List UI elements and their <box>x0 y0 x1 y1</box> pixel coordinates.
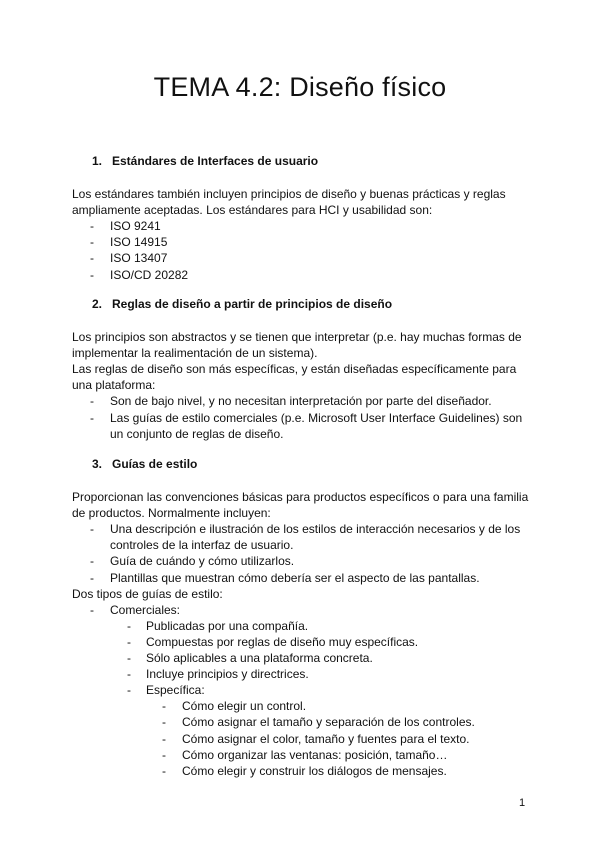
bullet-dash: - <box>90 251 94 266</box>
list-item: - Sólo aplicables a una plataforma concreta. <box>127 651 373 666</box>
paragraph: Dos tipos de guías de estilo: <box>72 586 223 601</box>
list-item: - Cómo asignar el tamaño y separación de los controles. <box>162 715 475 730</box>
list-item: - Guía de cuándo y cómo utilizarlos. <box>90 554 295 569</box>
page-title: TEMA 4.2: Diseño físico <box>153 72 447 102</box>
list-item: - ISO/CD 20282 <box>90 267 189 282</box>
bullet-dash: - <box>90 522 94 537</box>
paragraph: Los estándares también incluyen principios de diseño y buenas prácticas y reglas ampliamente aceptadas. Los estándares para HCI y usabilidad son: <box>72 187 506 218</box>
section-heading <box>92 153 532 169</box>
bullet-dash: - <box>90 410 94 425</box>
bullet-dash: - <box>162 763 166 778</box>
section-heading-text: Estándares de Interfaces de usuario <box>112 154 319 168</box>
bullet-dash: - <box>162 731 166 746</box>
bullet-dash: - <box>162 747 166 762</box>
section-style-guides <box>72 456 532 779</box>
bullet-dash: - <box>127 634 131 649</box>
section-heading <box>92 296 532 312</box>
section-number: 1. <box>92 154 103 168</box>
section-standards <box>72 153 532 283</box>
page-number: 1 <box>519 797 526 809</box>
bullet-list <box>72 602 532 779</box>
list-item: - ISO 14915 <box>90 235 168 250</box>
bullet-list <box>72 521 532 585</box>
list-item: - Publicadas por una compañía. <box>127 618 309 633</box>
bullet-dash: - <box>162 715 166 730</box>
bullet-dash: - <box>162 699 166 714</box>
section-design-rules <box>72 296 532 442</box>
section-number: 3. <box>92 457 103 471</box>
list-item: - Plantillas que muestran cómo debería ser el aspecto de las pantallas. <box>90 570 480 585</box>
section-number: 2. <box>92 297 103 311</box>
paragraph: Los principios son abstractos y se tienen que interpretar (p.e. hay muchas formas de implementar la realimentación de un sistema). <box>72 330 522 361</box>
bullet-dash: - <box>90 394 94 409</box>
bullet-dash: - <box>127 651 131 666</box>
bullet-dash: - <box>90 570 94 585</box>
bullet-dash: - <box>90 554 94 569</box>
list-item: - Cómo asignar el color, tamaño y fuentes para el texto. <box>162 731 470 746</box>
list-item: - Específica: <box>127 683 205 698</box>
list-item: - Cómo elegir un control. <box>162 699 307 714</box>
bullet-list <box>72 393 532 441</box>
list-item: - Son de bajo nivel, y no necesitan interpretación por parte del diseñador. <box>90 394 492 409</box>
list-item: - Cómo organizar las ventanas: posición, tamaño… <box>162 747 448 762</box>
list-item: - Las guías de estilo comerciales (p.e. Microsoft User Interface Guidelines) son un conjunto de reglas de diseño. <box>90 410 523 441</box>
bullet-dash: - <box>127 618 131 633</box>
bullet-dash: - <box>127 667 131 682</box>
list-item: - Cómo elegir y construir los diálogos de mensajes. <box>162 763 447 778</box>
bullet-list <box>72 218 532 282</box>
section-heading-text: Guías de estilo <box>112 457 198 471</box>
bullet-dash: - <box>127 683 131 698</box>
bullet-dash: - <box>90 235 94 250</box>
paragraph: Proporcionan las convenciones básicas para productos específicos o para una familia de productos. Normalmente incluyen: <box>72 490 529 521</box>
list-item: - Una descripción e ilustración de los estilos de interacción necesarios y de los controles de la interfaz de usuario. <box>90 522 521 553</box>
bullet-dash: - <box>90 267 94 282</box>
list-item: - Comerciales: <box>90 602 181 617</box>
paragraph: Las reglas de diseño son más específicas, y están diseñadas específicamente para una plataforma: <box>72 362 517 393</box>
bullet-dash: - <box>90 219 94 234</box>
section-heading-text: Reglas de diseño a partir de principios de diseño <box>112 297 393 311</box>
list-item: - ISO 13407 <box>90 251 168 266</box>
list-item: - Incluye principios y directrices. <box>127 667 309 682</box>
section-heading <box>92 456 532 472</box>
list-item: - Compuestas por reglas de diseño muy específicas. <box>127 634 419 649</box>
list-item: - ISO 9241 <box>90 219 161 234</box>
bullet-dash: - <box>90 602 94 617</box>
